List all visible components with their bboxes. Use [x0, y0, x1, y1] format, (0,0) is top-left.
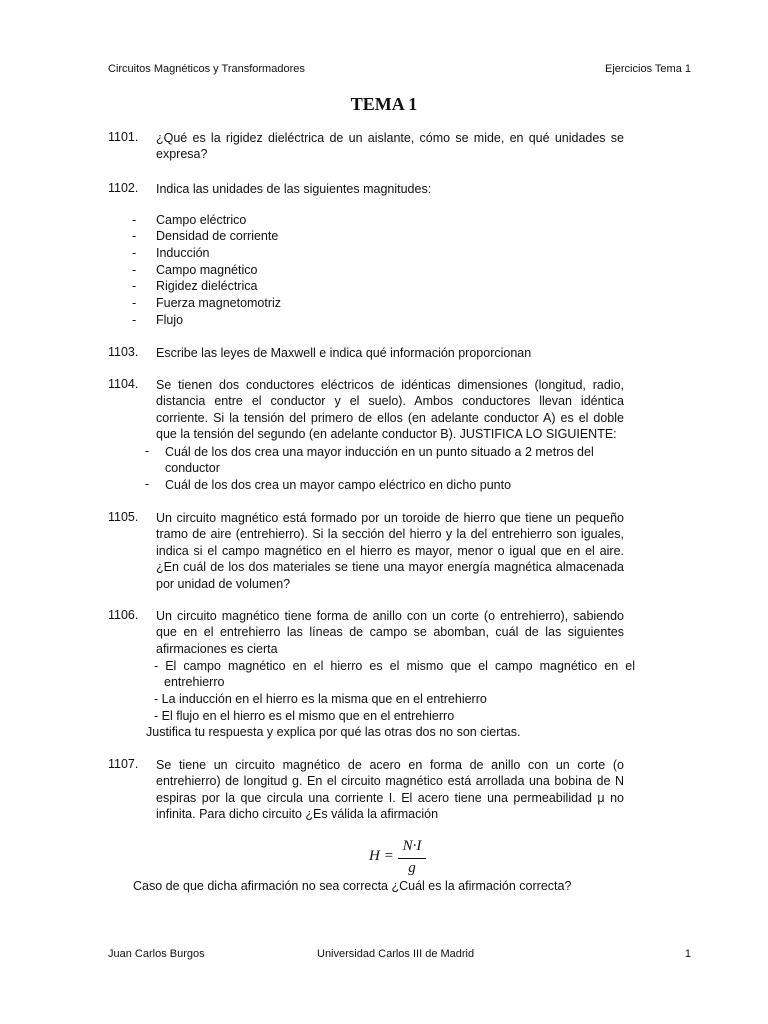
page-title: TEMA 1 [350, 94, 418, 114]
closing-question: Caso de que dicha afirmación no sea correcta ¿Cuál es la afirmación correcta? [133, 879, 572, 893]
fraction-bar [398, 858, 426, 859]
question-number: 1105. [108, 510, 139, 524]
list-item: Campo eléctrico [156, 213, 247, 227]
list-bullet: - [132, 296, 137, 310]
question-text: ¿Qué es la rigidez dieléctrica de un aislante, cómo se mide, en qué unidades se expresa? [156, 131, 624, 162]
question-text: Un circuito magnético está formado por un toroide de hierro que tiene un pequeño tramo de aire (entrehierro). Si la sección del hierro y la del entrehierro son iguales, indica si el campo magnético en el hierro es mayor, menor o igual que en el aire. ¿En cuál de los dos materiales se tiene una mayor energía magnética almacenada por unidad de volumen? [156, 511, 624, 591]
footer-university: Universidad Carlos III de Madrid [317, 948, 475, 960]
list-item: - La inducción en el hierro es la misma que en el entrehierro [154, 692, 487, 706]
formula-denominator: g [408, 860, 416, 876]
list-item: Flujo [156, 313, 184, 327]
header-left: Circuitos Magnéticos y Transformadores [108, 63, 305, 75]
footer-author: Juan Carlos Burgos [108, 948, 205, 960]
list-bullet: - [132, 229, 137, 243]
list-item: Fuerza magnetomotriz [156, 296, 282, 310]
question-number: 1104. [108, 377, 139, 391]
question-text: Se tiene un circuito magnético de acero en forma de anillo con un corte (o entrehierro) de longitud g. En el circuito magnético está arrollada una bobina de N espiras por la que circula una corriente I. El acero tiene una permeabilidad μ no infinita. Para dicho circuito ¿Es válida la afirmación [156, 758, 624, 822]
list-bullet: - [132, 213, 137, 227]
list-bullet: - [132, 279, 137, 293]
question-number: 1101. [108, 130, 139, 144]
list-bullet: - [145, 444, 150, 458]
list-bullet: - [145, 477, 150, 491]
list-item: Cuál de los dos crea una mayor inducción en un punto situado a 2 metros del conductor [165, 445, 594, 476]
question-text: Se tienen dos conductores eléctricos de idénticas dimensiones (longitud, radio, distancia entre el conductor y el suelo). Ambos conductores llevan idéntica corriente. Si la tensión del primero de ellos (en adelante conductor A) es el doble que la tensión del segundo (en adelante conductor B). JUSTIFICA LO SIGUIENTE: [156, 378, 624, 442]
question-number: 1106. [108, 608, 139, 622]
list-bullet: - [132, 263, 137, 277]
question-number: 1107. [108, 757, 139, 771]
question-text: Un circuito magnético tiene forma de anillo con un corte (o entrehierro), sabiendo que en el entrehierro las líneas de campo se abomban, cuál de las siguientes afirmaciones es cierta [156, 609, 624, 656]
list-bullet: - [132, 246, 137, 260]
list-item: Cuál de los dos crea un mayor campo eléctrico en dicho punto [165, 478, 512, 492]
question-text: Indica las unidades de las siguientes magnitudes: [156, 182, 432, 196]
formula-numerator: N·I [402, 838, 422, 854]
list-bullet: - [132, 313, 137, 327]
closing-instruction: Justifica tu respuesta y explica por qué las otras dos no son ciertas. [146, 725, 521, 739]
formula-lhs: H = [369, 848, 394, 864]
question-number: 1103. [108, 345, 139, 359]
list-item: Densidad de corriente [156, 229, 279, 243]
list-item: Rigidez dieléctrica [156, 279, 258, 293]
list-item: - El campo magnético en el hierro es el mismo que el campo magnético en el entrehierro [154, 659, 635, 690]
list-item: - El flujo en el hierro es el mismo que en el entrehierro [154, 709, 455, 723]
list-item: Campo magnético [156, 263, 258, 277]
question-text: Escribe las leyes de Maxwell e indica qué información proporcionan [156, 346, 532, 360]
question-number: 1102. [108, 181, 139, 195]
header-right: Ejercicios Tema 1 [605, 63, 691, 75]
list-item: Inducción [156, 246, 210, 260]
page-number: 1 [684, 948, 691, 960]
